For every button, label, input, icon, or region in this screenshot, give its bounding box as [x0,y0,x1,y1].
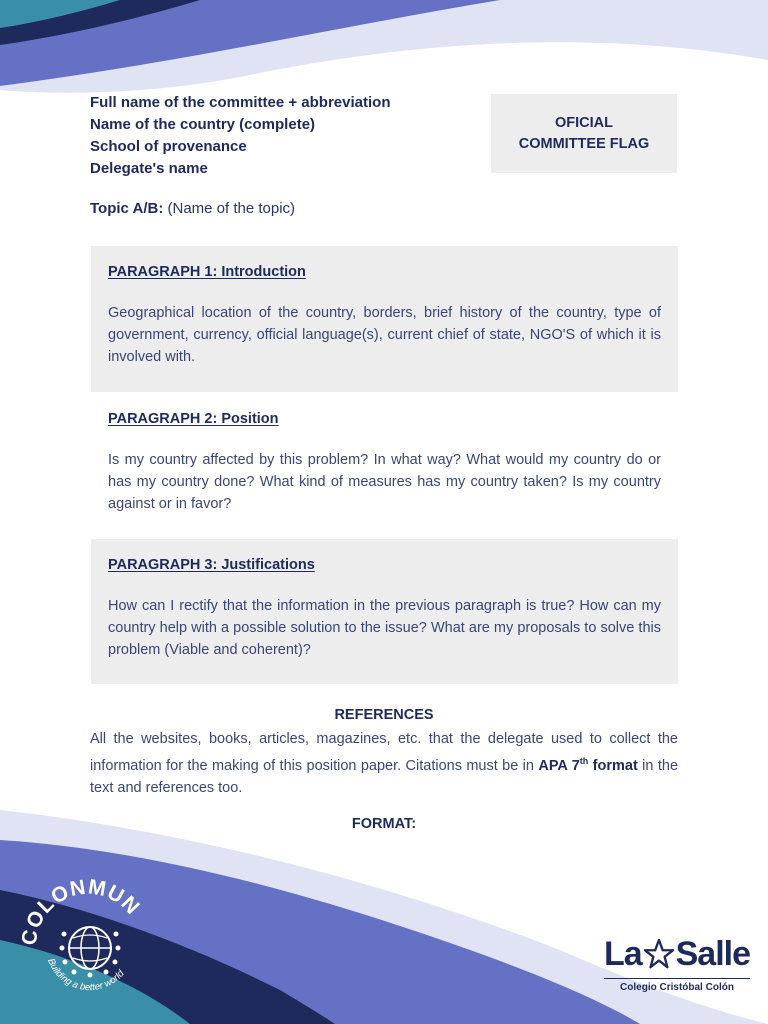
committee-name-line: Full name of the committee + abbreviation [90,94,391,111]
paragraph-1-body: Geographical location of the country, borders, brief history of the country, type of government, currency, official language(s), current chief of state, NGO'S of which it is involved with. [108,305,661,365]
format-word: format [588,757,638,774]
paragraph-2-title: PARAGRAPH 2: Position [108,411,279,427]
star-icon [643,937,675,971]
paragraph-2-body: Is my country affected by this problem? In what way? What would my country do or has my country done? What kind of measures has my country taken? Is my country against or in favor? [108,452,661,512]
header-info [90,92,470,180]
apa-label: APA 7 [538,757,580,774]
paragraph-3-title: PARAGRAPH 3: Justifications [108,557,315,573]
paragraph-1-section [91,246,678,392]
flag-box-line-2: COMMITTEE FLAG [518,135,650,152]
paragraph-3-body: How can I rectify that the information in the previous paragraph is true? How can my country help with a possible solution to the issue? What are my proposals to solve this problem (Viable and coherent)? [108,598,661,658]
references-text-end: in the text and references too. [90,757,679,796]
references-body [90,728,678,799]
lasalle-subtitle: Colegio Cristóbal Colón [604,978,750,993]
apa-superscript: th [579,756,589,766]
delegate-name-line: Delegate's name [90,160,208,177]
people-ring-icon [60,932,121,978]
references-title: REFERENCES [334,707,434,723]
lasalle-right: Salle [675,934,750,973]
paragraph-3-section [91,539,678,684]
references-text-start: All the websites, books, articles, magazines, etc. that the delegate used to collect the information for the making of this position paper. Citations must be in [90,731,678,774]
colonmun-tagline: Building a better world [45,956,127,994]
topic-line [90,200,295,217]
lasalle-left: La [604,934,642,973]
flag-box-line-1: OFICIAL [555,114,613,131]
colonmun-name: COLONMUN [18,875,145,947]
paragraph-1-title: PARAGRAPH 1: Introduction [108,264,306,280]
lasalle-logo [604,932,750,1002]
paragraph-2-section [91,393,678,537]
country-name-line: Name of the country (complete) [90,116,316,133]
topic-value: (Name of the topic) [167,200,296,217]
school-line: School of provenance [90,138,247,155]
format-title: FORMAT: [351,816,417,832]
colonmun-logo [18,868,158,998]
topic-label: Topic A/B: [90,200,164,217]
committee-flag-placeholder [491,94,677,173]
